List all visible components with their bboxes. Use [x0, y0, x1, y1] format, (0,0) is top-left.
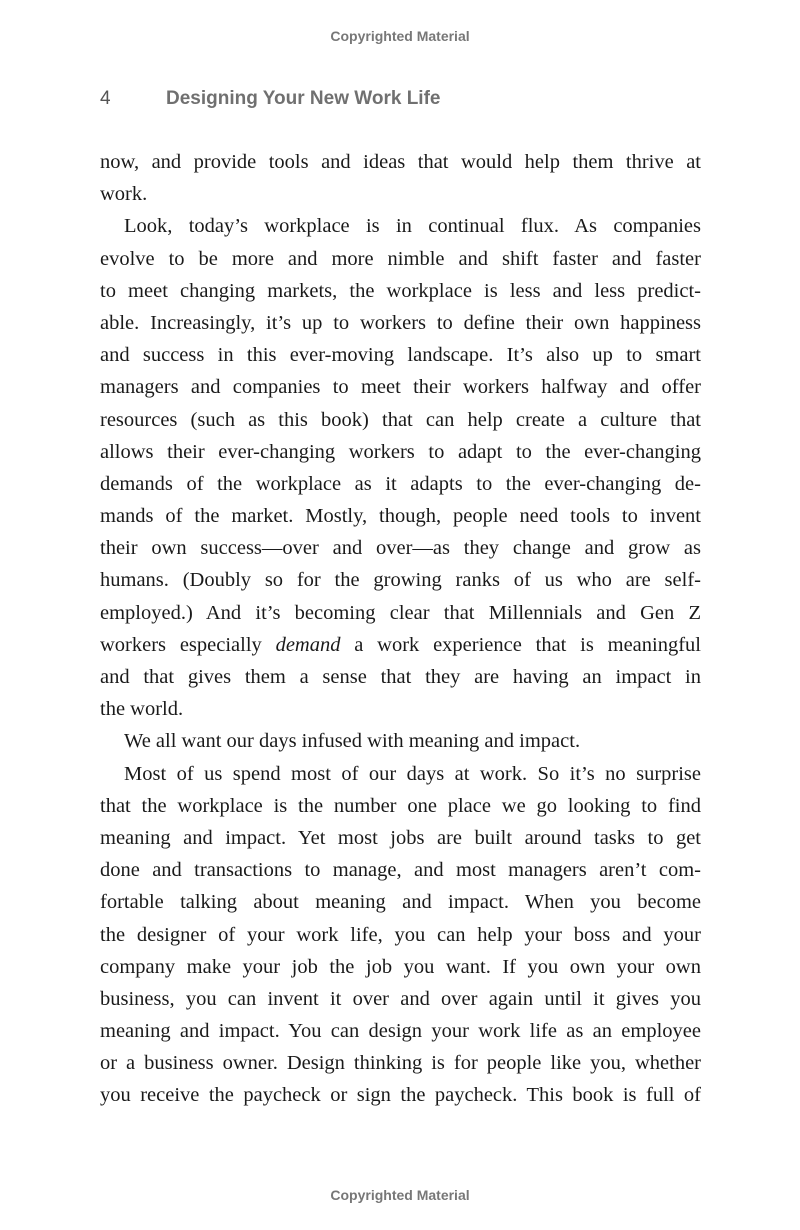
text-line: [100, 629, 701, 661]
body-text: [100, 146, 701, 1112]
text-line: the designer of your work life, you can help your boss and your: [100, 923, 701, 946]
text-line: humans. (Doubly so for the growing ranks of us who are self-: [100, 569, 701, 592]
text-segment: a work experience that is meaningful: [340, 633, 701, 656]
text-line: employed.) And it’s becoming clear that Millennials and Gen Z: [100, 601, 701, 624]
text-line: managers and companies to meet their workers halfway and offer: [100, 376, 701, 399]
text-line: the world.: [100, 698, 184, 721]
emphasis-demand: demand: [275, 633, 341, 656]
text-line: Look, today’s workplace is in continual flux. As companies: [124, 215, 701, 238]
text-line: or a business owner. Design thinking is for people like you, whether: [100, 1052, 701, 1075]
text-line: allows their ever-changing workers to adapt to the ever-changing: [100, 440, 701, 463]
text-line: you receive the paycheck or sign the paycheck. This book is full of: [100, 1084, 701, 1107]
text-line: company make your job the job you want. If you own your own: [100, 955, 701, 978]
text-line: Most of us spend most of our days at work. So it’s no surprise: [124, 762, 701, 785]
chapter-title: Designing Your New Work Life: [166, 88, 441, 109]
page-number: 4: [100, 88, 111, 109]
text-segment: workers especially: [100, 633, 276, 656]
text-line: and success in this ever-moving landscape. It’s also up to smart: [100, 344, 701, 367]
text-line: We all want our days infused with meaning and impact.: [124, 730, 581, 753]
text-line: demands of the workplace as it adapts to the ever-changing de-: [100, 472, 701, 495]
text-line: and that gives them a sense that they are having an impact in: [100, 666, 701, 688]
text-line: fortable talking about meaning and impact. When you become: [100, 891, 701, 914]
text-line: business, you can invent it over and over again until it gives you: [100, 987, 701, 1010]
text-line: resources (such as this book) that can help create a culture that: [100, 408, 701, 431]
text-line: able. Increasingly, it’s up to workers to define their own happiness: [100, 311, 701, 334]
text-line: that the workplace is the number one place we go looking to find: [100, 794, 701, 817]
running-header: [100, 88, 700, 110]
text-line: evolve to be more and more nimble and shift faster and faster: [100, 247, 701, 270]
text-line: mands of the market. Mostly, though, people need tools to invent: [100, 505, 701, 528]
copyright-watermark-top: Copyrighted Material: [330, 28, 470, 44]
text-line: their own success—over and over—as they change and grow as: [100, 537, 701, 560]
text-line: meaning and impact. You can design your work life as an employee: [100, 1020, 701, 1043]
text-line: done and transactions to manage, and most managers aren’t com-: [100, 859, 701, 882]
text-line: meaning and impact. Yet most jobs are built around tasks to get: [100, 826, 701, 849]
text-line: to meet changing markets, the workplace is less and less predict-: [100, 279, 701, 302]
copyright-watermark-bottom: Copyrighted Material: [330, 1187, 470, 1203]
text-line: work.: [100, 183, 148, 206]
text-line: now, and provide tools and ideas that would help them thrive at: [100, 151, 701, 173]
